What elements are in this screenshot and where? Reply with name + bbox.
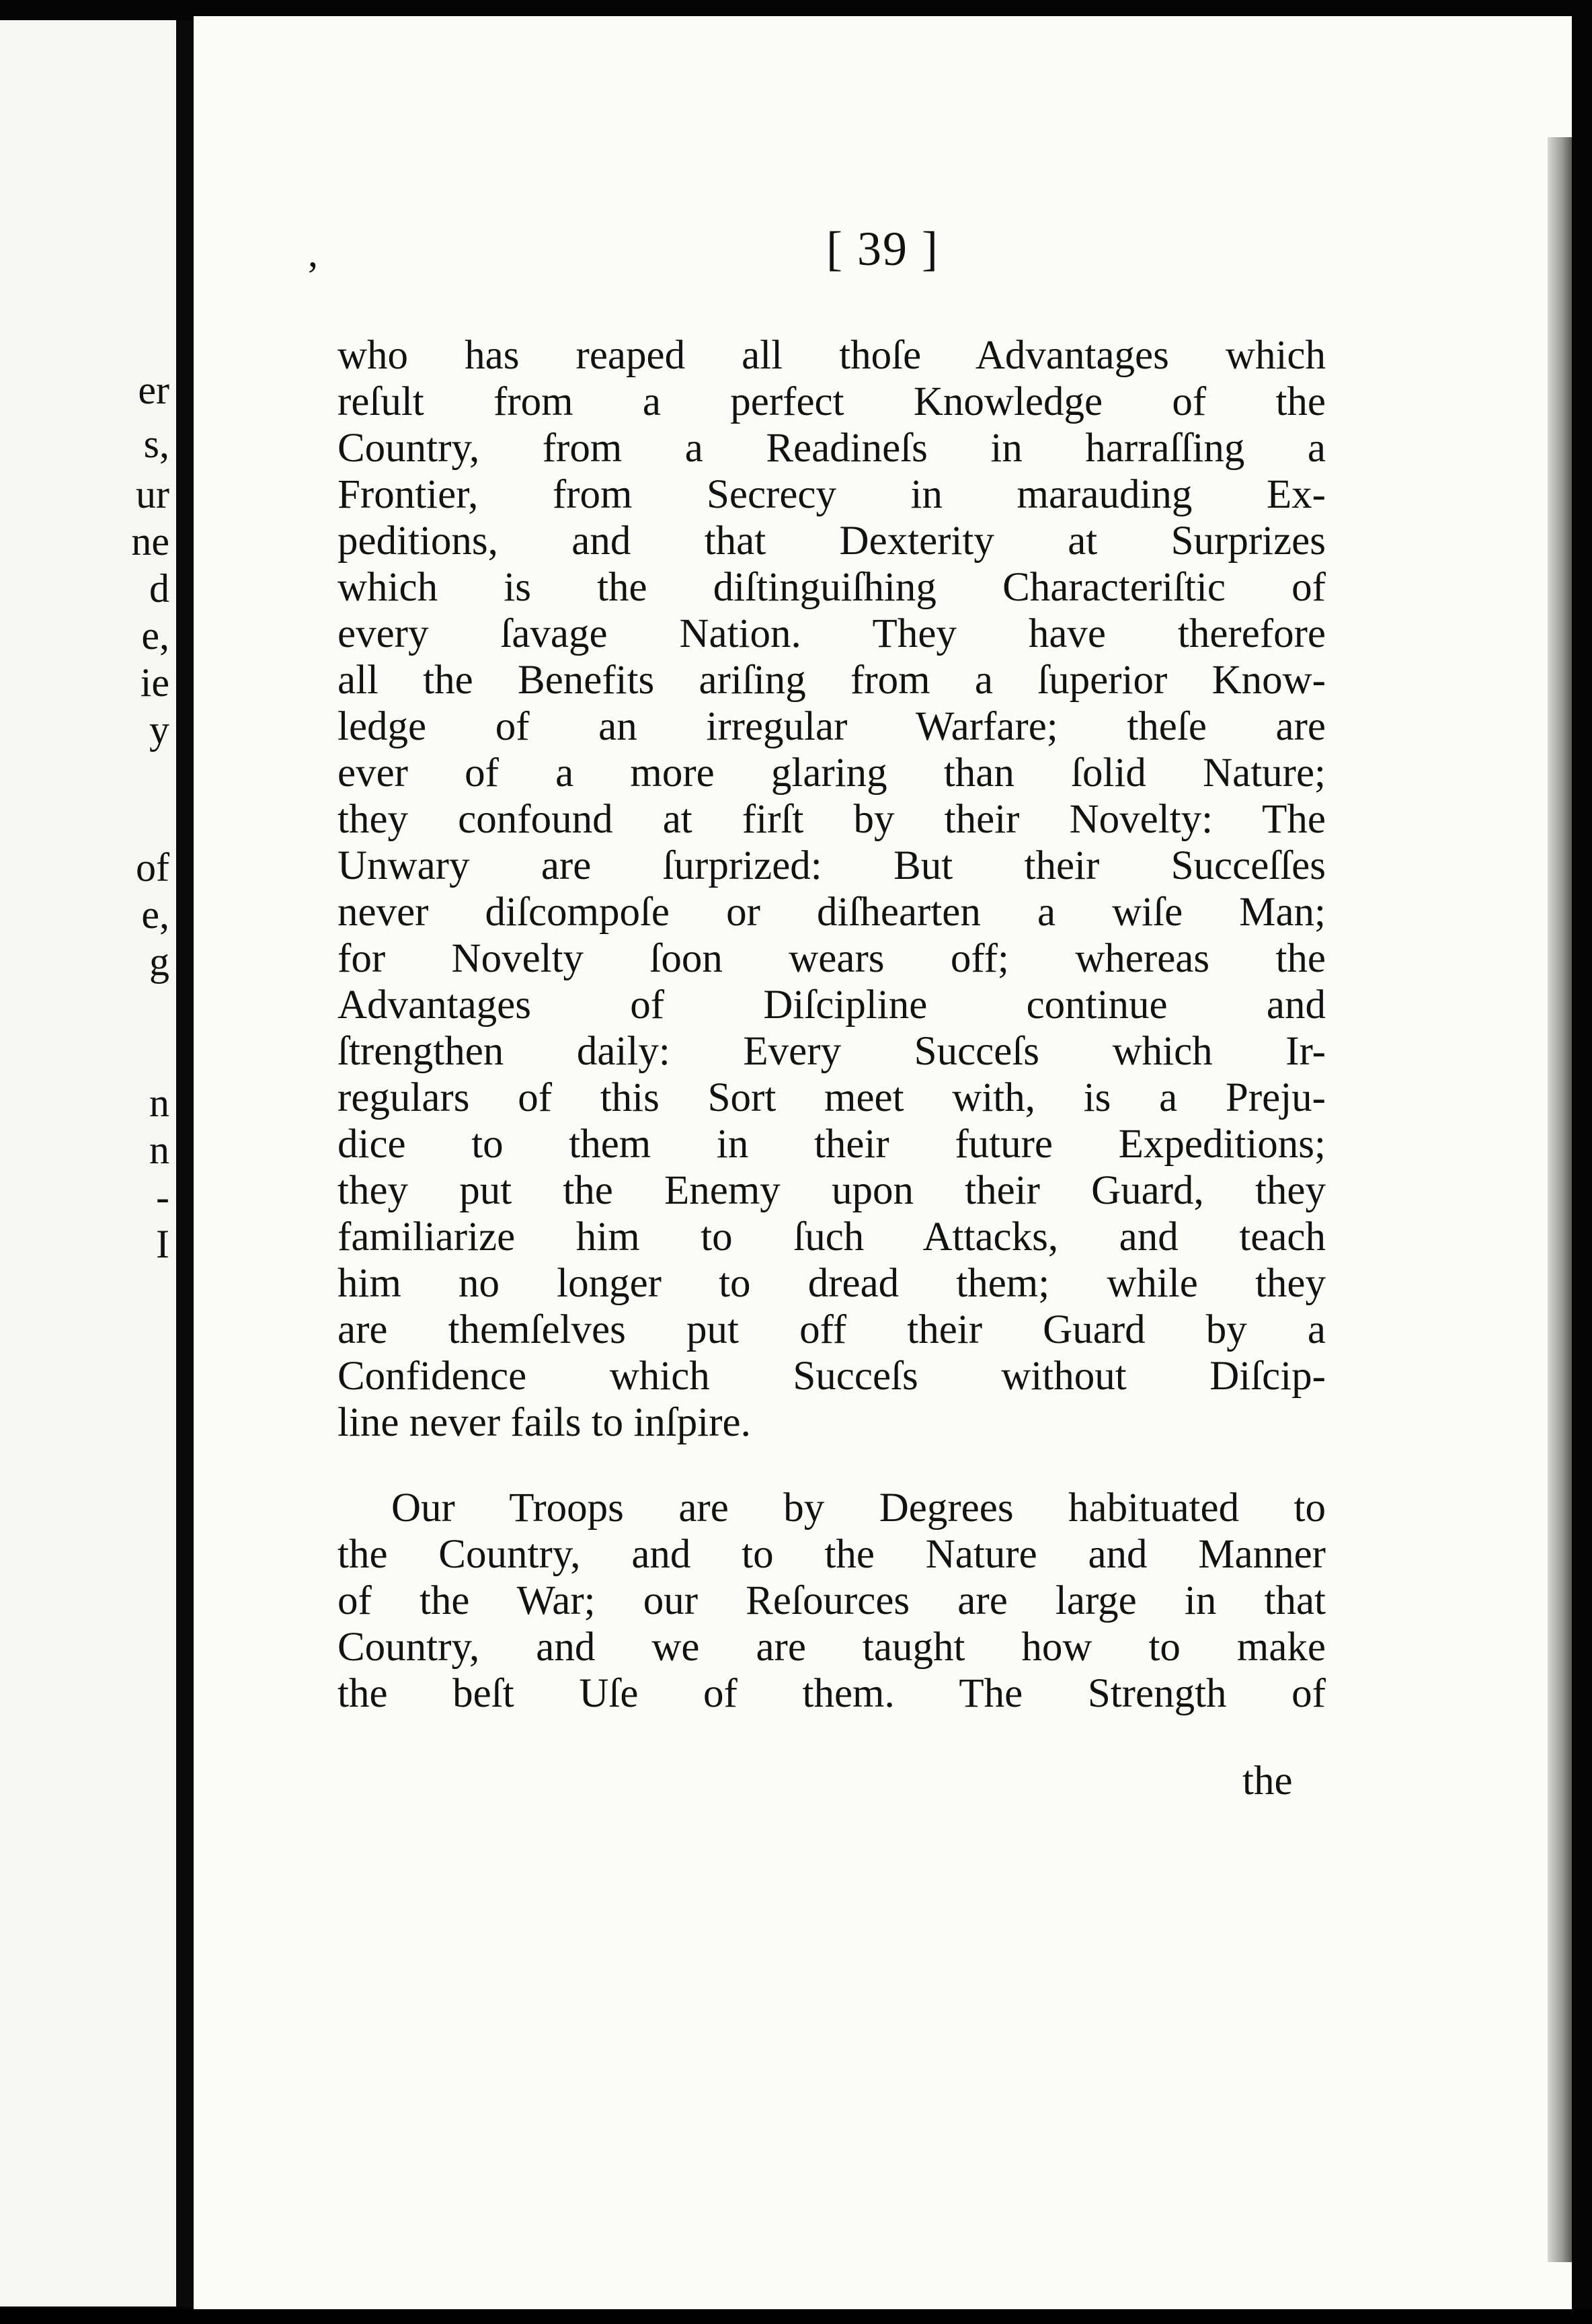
- left-fragment: I: [156, 1222, 169, 1266]
- text-line: every ſavage Nation. They have therefore: [337, 611, 1326, 656]
- text-line: ledge of an irregular Warfare; theſe are: [337, 704, 1326, 749]
- text-line: Our Troops are by Degrees habituated to: [391, 1485, 1326, 1531]
- left-fragment: er: [138, 368, 169, 412]
- text-line: Country, and we are taught how to make: [337, 1625, 1326, 1670]
- scan-bottom-edge: [0, 2309, 1592, 2324]
- right-page: [194, 16, 1572, 2309]
- text-line: peditions, and that Dexterity at Surprizes: [337, 518, 1326, 564]
- left-fragment: n: [149, 1081, 169, 1125]
- left-fragment: s,: [143, 422, 169, 466]
- page-edge-shadow: [1548, 137, 1572, 2262]
- left-fragment: y: [149, 707, 169, 752]
- text-line: familiarize him to ſuch Attacks, and teach: [337, 1214, 1326, 1260]
- text-line: Advantages of Diſcipline continue and: [337, 982, 1326, 1028]
- text-line: Confidence which Succeſs without Diſcip-: [337, 1354, 1326, 1399]
- left-page-text-fragments: [0, 20, 176, 2307]
- text-line: never diſcompoſe or diſhearten a wiſe Man;: [337, 890, 1326, 935]
- text-line: Frontier, from Secrecy in marauding Ex-: [337, 472, 1326, 517]
- text-line: ever of a more glaring than ſolid Nature;: [337, 750, 1326, 796]
- left-page: [0, 20, 176, 2307]
- text-line: regulars of this Sort meet with, is a Preju-: [337, 1075, 1326, 1120]
- text-line: who has reaped all thoſe Advantages which: [337, 333, 1326, 378]
- text-line: line never fails to inſpire.: [337, 1400, 751, 1445]
- left-fragment: ur: [136, 472, 169, 516]
- left-fragment: d: [149, 566, 169, 611]
- left-fragment: ie: [140, 660, 169, 705]
- text-line: they confound at firſt by their Novelty: The: [337, 797, 1326, 842]
- text-line: all the Benefits ariſing from a ſuperior Know-: [337, 658, 1326, 703]
- text-line: ſtrengthen daily: Every Succeſs which Ir-: [337, 1029, 1326, 1074]
- left-fragment: e,: [141, 892, 169, 937]
- left-fragment: n: [149, 1128, 169, 1172]
- text-line: are themſelves put off their Guard by a: [337, 1307, 1326, 1352]
- body-text: [337, 332, 1326, 1717]
- text-line: reſult from a perfect Knowledge of the: [337, 379, 1326, 424]
- page-number: [ 39 ]: [826, 222, 939, 276]
- paragraph-gap: [337, 1446, 1326, 1485]
- text-line: the Country, and to the Nature and Manner: [337, 1532, 1326, 1577]
- text-line: dice to them in their future Expeditions;: [337, 1122, 1326, 1167]
- left-fragment: e,: [141, 613, 169, 658]
- paragraph: [337, 332, 1326, 1446]
- left-fragment: of: [136, 845, 169, 890]
- text-line: for Novelty ſoon wears off; whereas the: [337, 936, 1326, 981]
- text-line: of the War; our Reſources are large in that: [337, 1578, 1326, 1623]
- left-fragment: ne: [131, 519, 169, 564]
- text-line: which is the diſtinguiſhing Characteriſtic of: [337, 565, 1326, 610]
- catchword: the: [1242, 1758, 1293, 1804]
- paragraph: [337, 1485, 1326, 1717]
- text-line: they put the Enemy upon their Guard, they: [337, 1168, 1326, 1213]
- text-line: Country, from a Readineſs in harraſſing a: [337, 426, 1326, 471]
- book-gutter: [176, 20, 194, 2307]
- text-line: the beſt Uſe of them. The Strength of: [337, 1671, 1326, 1716]
- text-line: him no longer to dread them; while they: [337, 1261, 1326, 1306]
- left-fragment: g: [149, 939, 169, 984]
- left-fragment: -: [156, 1175, 169, 1219]
- text-line: Unwary are ſurprized: But their Succeſſes: [337, 843, 1326, 888]
- header-mark: ,: [308, 231, 318, 275]
